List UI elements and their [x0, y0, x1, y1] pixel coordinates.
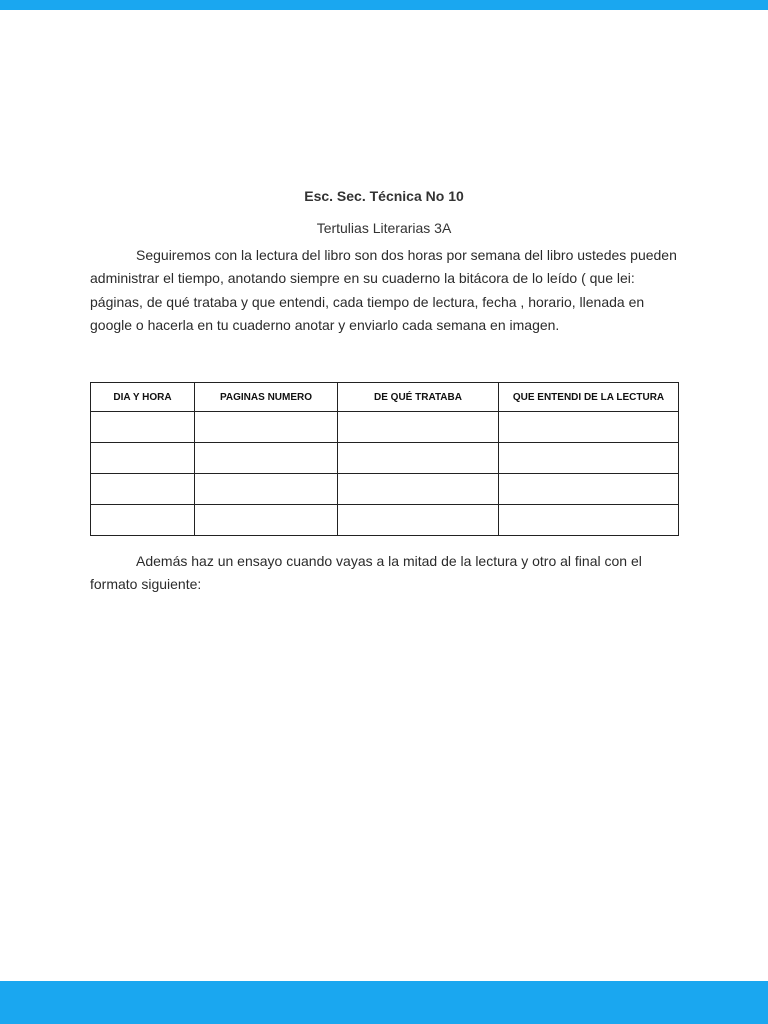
header-dia-y-hora: DIA Y HORA: [91, 383, 195, 412]
school-name-heading: Esc. Sec. Técnica No 10: [304, 188, 464, 204]
document-subtitle: Tertulias Literarias 3A: [316, 220, 452, 236]
document-body: [90, 185, 678, 337]
closing-paragraph: Además haz un ensayo cuando vayas a la mitad de la lectura y otro al final con el formato siguiente:: [90, 553, 642, 593]
table-row: [91, 474, 679, 505]
table-cell: [91, 412, 195, 443]
table-cell: [338, 443, 499, 474]
table-row: [91, 505, 679, 536]
table-cell: [499, 443, 679, 474]
table-row: [91, 412, 679, 443]
table-cell: [91, 474, 195, 505]
table-cell: [499, 505, 679, 536]
bottom-accent-bar: [0, 981, 768, 1024]
table-cell: [499, 474, 679, 505]
top-accent-bar: [0, 0, 768, 10]
table-cell: [195, 443, 338, 474]
table-cell: [195, 474, 338, 505]
table-cell: [91, 443, 195, 474]
table-cell: [338, 474, 499, 505]
table-cell: [338, 505, 499, 536]
header-de-que-trataba: DE QUÉ TRATABA: [338, 383, 499, 412]
table-row: [91, 443, 679, 474]
table-cell: [195, 505, 338, 536]
table-cell: [338, 412, 499, 443]
header-paginas-numero: PAGINAS NUMERO: [195, 383, 338, 412]
table-cell: [195, 412, 338, 443]
table-cell: [499, 412, 679, 443]
intro-paragraph: Seguiremos con la lectura del libro son dos horas por semana del libro ustedes pueden administrar el tiempo, anotando siempre en su cuaderno la bitácora de lo leído ( que lei: páginas, de qué trataba y que entendi, cada tiempo de lectura, fecha , horario, llenada en google o hacerla en tu cuaderno anotar y enviarlo cada semana en imagen.: [90, 247, 677, 333]
header-que-entendi: QUE ENTENDI DE LA LECTURA: [499, 383, 679, 412]
table-header-row: [91, 383, 679, 412]
reading-log-table: [90, 382, 679, 536]
table-cell: [91, 505, 195, 536]
